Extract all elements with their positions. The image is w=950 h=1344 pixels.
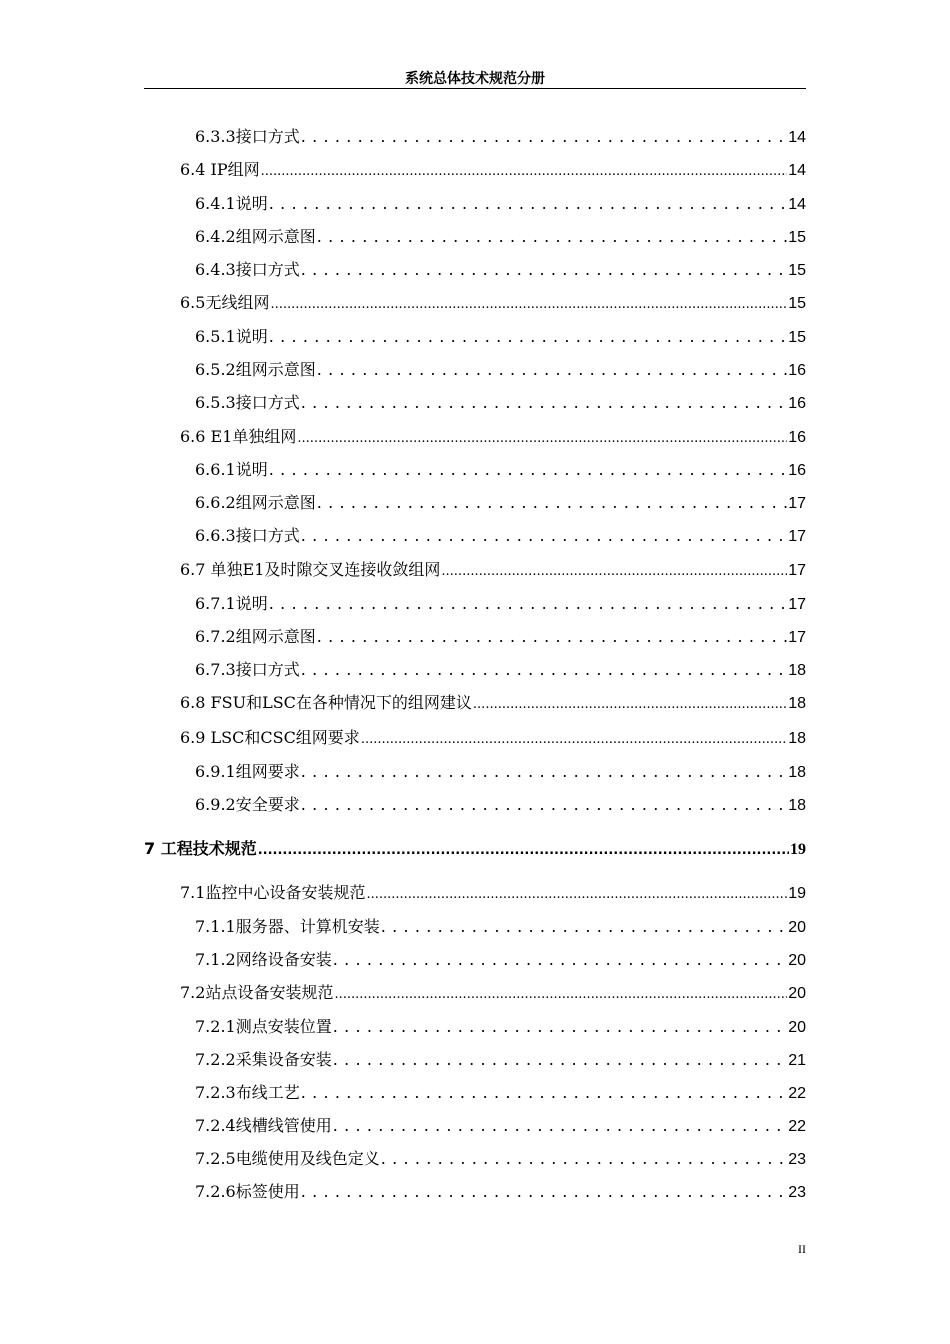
- toc-entry[interactable]: [195, 1181, 806, 1203]
- toc-leader: [441, 559, 787, 583]
- toc-entry-page: 23: [788, 1184, 806, 1201]
- toc-entry-page: 14: [788, 162, 806, 179]
- toc-entry-label: 6.6.2组网示意图: [195, 493, 316, 512]
- toc-leader: [269, 593, 787, 615]
- toc-entry-page: 20: [788, 919, 806, 936]
- page-number: II: [798, 1242, 806, 1256]
- toc-entry-label: 7.2.5电缆使用及线色定义: [195, 1149, 380, 1168]
- toc-leader: [333, 949, 787, 971]
- toc-leader: [381, 916, 787, 938]
- toc-entry[interactable]: [195, 659, 806, 681]
- toc-leader: [333, 1049, 787, 1071]
- toc-entry-page: 19: [788, 885, 806, 902]
- toc-leader: [269, 326, 787, 348]
- running-header-title: 系统总体技术规范分册: [405, 71, 545, 87]
- toc-entry-page: 20: [788, 985, 806, 1002]
- toc-entry-page: 21: [788, 1052, 806, 1069]
- toc-entry[interactable]: [180, 692, 806, 714]
- toc-entry-label: 6.3.3接口方式: [195, 127, 300, 146]
- toc-leader: [317, 226, 787, 248]
- toc-entry-page: 18: [788, 797, 806, 814]
- toc-entry-label: 6.8 FSU和LSC在各种情况下的组网建议: [180, 693, 472, 712]
- toc-leader: [317, 359, 787, 381]
- toc-entry-page: 17: [788, 528, 806, 545]
- toc-entry[interactable]: [195, 626, 806, 648]
- toc-entry[interactable]: [195, 1082, 806, 1104]
- toc-entry-page: 17: [788, 495, 806, 512]
- toc-entry[interactable]: [195, 761, 806, 783]
- toc-entry-label: 6.9.2安全要求: [195, 795, 300, 814]
- toc-entry-label: 7.1监控中心设备安装规范: [180, 883, 366, 902]
- toc-entry-label: 6.9 LSC和CSC组网要求: [180, 728, 360, 747]
- toc-entry[interactable]: [180, 982, 806, 1004]
- toc-entry-page: 15: [788, 262, 806, 279]
- toc-entry-label: 6.4.3接口方式: [195, 260, 300, 279]
- toc-entry-page: 18: [788, 662, 806, 679]
- toc-entry-label: 6.6 E1单独组网: [180, 427, 297, 446]
- toc-entry-label: 6.6.3接口方式: [195, 526, 300, 545]
- toc-leader: [366, 882, 787, 906]
- toc-entry[interactable]: [180, 559, 806, 581]
- toc-leader: [301, 525, 787, 547]
- toc-entry[interactable]: [195, 392, 806, 414]
- toc-entry-page: 15: [788, 295, 806, 312]
- toc-entry-label: 6.7.2组网示意图: [195, 627, 316, 646]
- toc-entry[interactable]: [195, 326, 806, 348]
- toc-leader: [301, 392, 787, 414]
- toc-leader: [269, 193, 787, 215]
- toc-entry[interactable]: [195, 593, 806, 615]
- toc-entry-page: 19: [790, 841, 806, 858]
- toc-leader: [301, 1082, 787, 1104]
- toc-entry-page: 17: [788, 596, 806, 613]
- toc-entry-label: 6.4 IP组网: [180, 160, 260, 179]
- toc-entry-label: 6.5.1说明: [195, 327, 268, 346]
- toc-entry[interactable]: [180, 426, 806, 448]
- toc-leader: [258, 838, 789, 862]
- toc-entry-page: 17: [788, 562, 806, 579]
- toc-entry-label: 7 工程技术规范: [144, 839, 257, 858]
- toc-entry[interactable]: [195, 126, 806, 148]
- toc-leader: [333, 1115, 787, 1137]
- toc-entry-label: 7.2.2采集设备安装: [195, 1050, 332, 1069]
- toc-entry-label: 6.5.3接口方式: [195, 393, 300, 412]
- toc-entry[interactable]: [180, 159, 806, 181]
- toc-entry-page: 18: [788, 764, 806, 781]
- toc-entry[interactable]: [195, 916, 806, 938]
- toc-entry-page: 22: [788, 1085, 806, 1102]
- toc-entry[interactable]: [195, 226, 806, 248]
- toc-leader: [301, 126, 787, 148]
- toc-entry[interactable]: [195, 459, 806, 481]
- toc-entry-label: 7.1.1服务器、计算机安装: [195, 917, 380, 936]
- toc-entry-label: 6.5无线组网: [180, 293, 270, 312]
- toc-entry-label: 6.9.1组网要求: [195, 762, 300, 781]
- toc-entry-label: 7.2.1测点安装位置: [195, 1017, 332, 1036]
- toc-entry[interactable]: [195, 525, 806, 547]
- toc-leader: [381, 1148, 787, 1170]
- toc-entry[interactable]: [195, 949, 806, 971]
- toc-leader: [301, 761, 787, 783]
- toc-leader: [270, 292, 787, 316]
- toc-entry[interactable]: [180, 727, 806, 749]
- toc-entry-label: 6.5.2组网示意图: [195, 360, 316, 379]
- toc-entry-page: 23: [788, 1151, 806, 1168]
- toc-leader: [334, 982, 787, 1006]
- toc-entry-page: 20: [788, 952, 806, 969]
- toc-entry[interactable]: [195, 492, 806, 514]
- toc-entry-page: 15: [788, 329, 806, 346]
- toc-entry-page: 16: [788, 462, 806, 479]
- toc-entry-page: 22: [788, 1118, 806, 1135]
- toc-leader: [301, 659, 787, 681]
- toc-entry[interactable]: [195, 359, 806, 381]
- toc-entry-page: 14: [788, 129, 806, 146]
- toc-entry[interactable]: [195, 1049, 806, 1071]
- toc-entry[interactable]: [180, 882, 806, 904]
- toc-entry-page: 18: [788, 695, 806, 712]
- toc-leader: [301, 259, 787, 281]
- toc-entry-page: 15: [788, 229, 806, 246]
- toc-entry-page: 16: [788, 362, 806, 379]
- toc-entry-label: 6.4.1说明: [195, 194, 268, 213]
- toc-entry[interactable]: [195, 1148, 806, 1170]
- toc-leader: [317, 492, 787, 514]
- toc-entry-label: 7.2站点设备安装规范: [180, 983, 334, 1002]
- toc-leader: [301, 1181, 787, 1203]
- toc-entry-page: 14: [788, 196, 806, 213]
- toc-leader: [473, 692, 787, 716]
- toc-entry-page: 16: [788, 429, 806, 446]
- toc-entry[interactable]: [195, 794, 806, 816]
- toc-entry-label: 6.7.3接口方式: [195, 660, 300, 679]
- toc-entry-label: 6.6.1说明: [195, 460, 268, 479]
- toc-entry-label: 7.1.2网络设备安装: [195, 950, 332, 969]
- toc-leader: [269, 459, 787, 481]
- toc-entry[interactable]: [180, 292, 806, 314]
- header-rule: [144, 88, 806, 89]
- toc-entry-label: 6.7.1说明: [195, 594, 268, 613]
- toc-leader: [297, 426, 787, 450]
- toc-entry-page: 20: [788, 1019, 806, 1036]
- toc-entry[interactable]: [144, 838, 806, 860]
- toc-entry[interactable]: [195, 193, 806, 215]
- toc-entry-label: 7.2.6标签使用: [195, 1182, 300, 1201]
- toc-entry-page: 17: [788, 629, 806, 646]
- toc-entry[interactable]: [195, 1115, 806, 1137]
- toc-entry-label: 7.2.3布线工艺: [195, 1083, 300, 1102]
- toc-entry-page: 16: [788, 395, 806, 412]
- toc-leader: [301, 794, 787, 816]
- toc-entry[interactable]: [195, 259, 806, 281]
- toc-entry-label: 6.4.2组网示意图: [195, 227, 316, 246]
- toc-leader: [361, 727, 787, 751]
- toc-leader: [333, 1016, 787, 1038]
- toc-entry-label: 7.2.4线槽线管使用: [195, 1116, 332, 1135]
- toc-leader: [317, 626, 787, 648]
- toc-entry[interactable]: [195, 1016, 806, 1038]
- toc-entry-page: 18: [788, 730, 806, 747]
- toc-entry-label: 6.7 单独E1及时隙交叉连接收敛组网: [180, 560, 441, 579]
- toc-leader: [261, 159, 788, 183]
